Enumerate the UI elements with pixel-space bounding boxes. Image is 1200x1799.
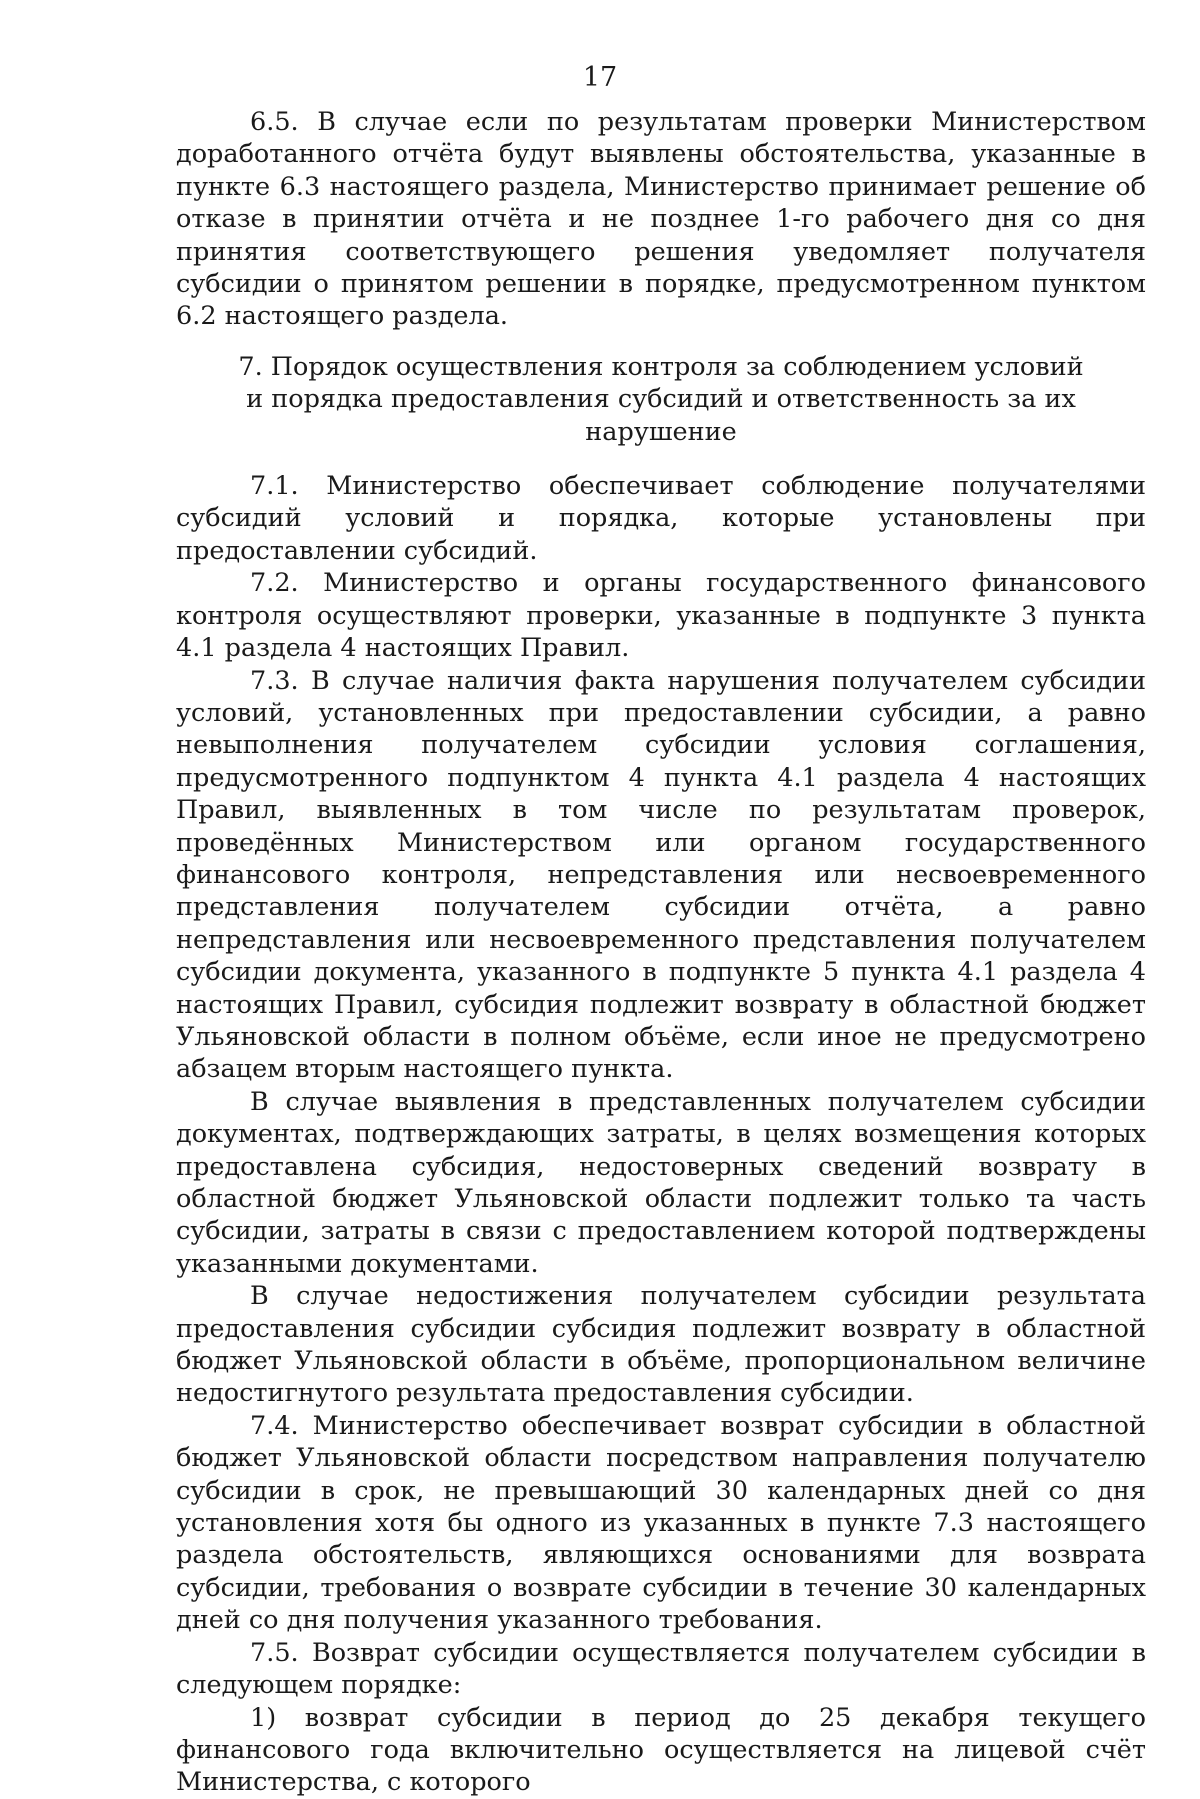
document-body: [176, 106, 1146, 1799]
section-heading-line-1: 7. Порядок осуществления контроля за соблюдением условий: [238, 351, 1084, 382]
paragraph-7-1: 7.1. Министерство обеспечивает соблюдение получателями субсидий условий и порядка, которые установлены при предоставлении субсидий.: [176, 471, 1146, 566]
paragraph-7-3-second: В случае выявления в представленных получателем субсидии документах, подтверждающих затраты, в целях возмещения которых предоставлена субсидия, недостоверных сведений возврату в областной бюджет Ульяновской области подлежит только та часть субсидии, затраты в связи с предоставлением которой подтверждены указанными документами.: [176, 1086, 1146, 1279]
paragraph-6-5: 6.5. В случае если по результатам проверки Министерством доработанного отчёта будут выявлены обстоятельства, указанные в пункте 6.3 настоящего раздела, Министерство принимает решение об отказе в принятии отчёта и не позднее 1-го рабочего дня со дня принятия соответствующего решения уведомляет получателя субсидии о принятом решении в порядке, предусмотренном пунктом 6.2 настоящего раздела.: [176, 107, 1146, 332]
paragraph-7-3-third: В случае недостижения получателем субсидии результата предоставления субсидии субсидия подлежит возврату в областной бюджет Ульяновской области в объёме, пропорциональном величине недостигнутого результата предоставления субсидии.: [176, 1281, 1146, 1409]
paragraph-7-2: 7.2. Министерство и органы государственного финансового контроля осуществляют проверки, указанные в подпункте 3 пункта 4.1 раздела 4 настоящих Правил.: [176, 568, 1146, 664]
section-heading-line-2: и порядка предоставления субсидий и ответственность за их нарушение: [246, 384, 1076, 447]
page-number: 17: [582, 62, 618, 93]
paragraph-7-5-item-1: 1) возврат субсидии в период до 25 декабря текущего финансового года включительно осуществляется на лицевой счёт Министерства, с которого: [176, 1702, 1146, 1798]
paragraph-7-4: 7.4. Министерство обеспечивает возврат субсидии в областной бюджет Ульяновской области посредством направления получателю субсидии в срок, не превышающий 30 календарных дней со дня установления хотя бы одного из указанных в пункте 7.3 настоящего раздела обстоятельств, являющихся основаниями для возврата субсидии, требования о возврате субсидии в течение 30 календарных дней со дня получения указанного требования.: [176, 1410, 1146, 1636]
section-heading: [176, 351, 1146, 448]
paragraph-7-5: 7.5. Возврат субсидии осуществляется получателем субсидии в следующем порядке:: [176, 1637, 1146, 1701]
paragraph-7-3: 7.3. В случае наличия факта нарушения получателем субсидии условий, установленных при предоставлении субсидии, а равно невыполнения получателем субсидии условия соглашения, предусмотренного подпунктом 4 пункта 4.1 раздела 4 настоящих Правил, выявленных в том числе по результатам проверок, проведённых Министерством или органом государственного финансового контроля, непредставления или несвоевременного представления получателем субсидии отчёта, а равно непредставления или несвоевременного представления получателем субсидии документа, указанного в подпункте 5 пункта 4.1 раздела 4 настоящих Правил, субсидия подлежит возврату в областной бюджет Ульяновской области в полном объёме, если иное не предусмотрено абзацем вторым настоящего пункта.: [176, 665, 1146, 1085]
